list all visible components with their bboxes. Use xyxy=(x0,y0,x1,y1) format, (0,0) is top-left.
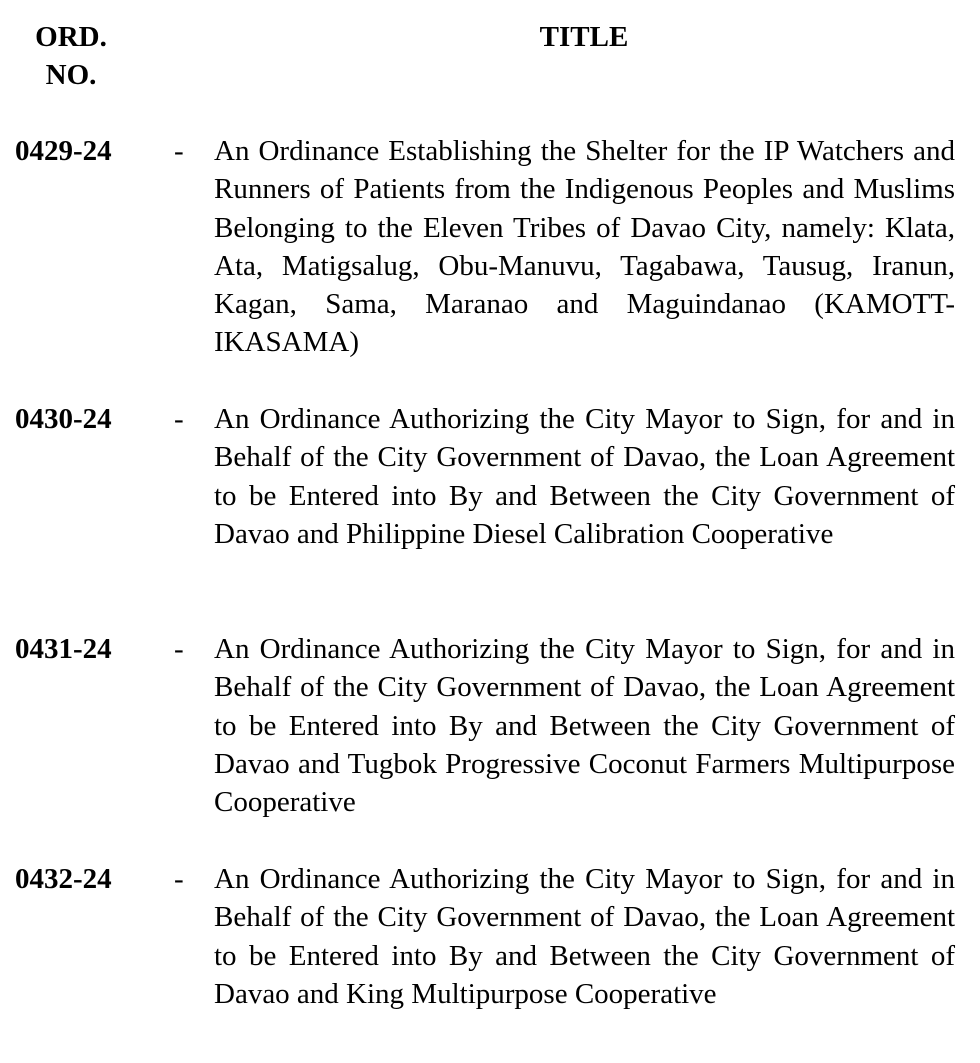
ordinance-number: 0429-24 xyxy=(15,135,112,167)
ordinance-entry xyxy=(0,400,980,550)
ordinance-number: 0432-24 xyxy=(15,863,112,895)
ordinance-number: 0430-24 xyxy=(15,403,112,435)
ordinance-entry xyxy=(0,132,980,359)
ordinance-title: An Ordinance Establishing the Shelter for the IP Watchers and Runners of Patients from the Indigenous Peoples and Muslims Belonging to the Eleven Tribes of Davao City, namely: Klata, Ata, Matigsalug, Obu-Manuvu, Tagabawa, Tausug, Iranun, Kagan, Sama, Maranao and Maguindanao (KAMOTT-IKASAMA) xyxy=(214,135,955,359)
ordinance-entry xyxy=(0,860,980,1010)
title-column-header: TITLE xyxy=(539,21,629,53)
ordinance-title: An Ordinance Authorizing the City Mayor to Sign, for and in Behalf of the City Government of Davao, the Loan Agreement to be Entered into By and Between the City Government of Davao and King Multipurpose Cooperative xyxy=(214,863,955,1010)
entry-separator: - xyxy=(174,135,184,167)
ordinance-title: An Ordinance Authorizing the City Mayor to Sign, for and in Behalf of the City Government of Davao, the Loan Agreement to be Entered into By and Between the City Government of Davao and Philippine Diesel Calibration Cooperative xyxy=(214,403,955,550)
ordinance-number: 0431-24 xyxy=(15,633,112,665)
entry-separator: - xyxy=(174,863,184,895)
table-header xyxy=(0,18,980,98)
entry-separator: - xyxy=(174,633,184,665)
ordinance-entry xyxy=(0,630,980,819)
ord-no-column-header: ORD. NO. xyxy=(35,21,107,91)
entry-separator: - xyxy=(174,403,184,435)
ordinance-title: An Ordinance Authorizing the City Mayor to Sign, for and in Behalf of the City Government of Davao, the Loan Agreement to be Entered into By and Between the City Government of Davao and Tugbok Progressive Coconut Farmers Multipurpose Cooperative xyxy=(214,633,955,819)
